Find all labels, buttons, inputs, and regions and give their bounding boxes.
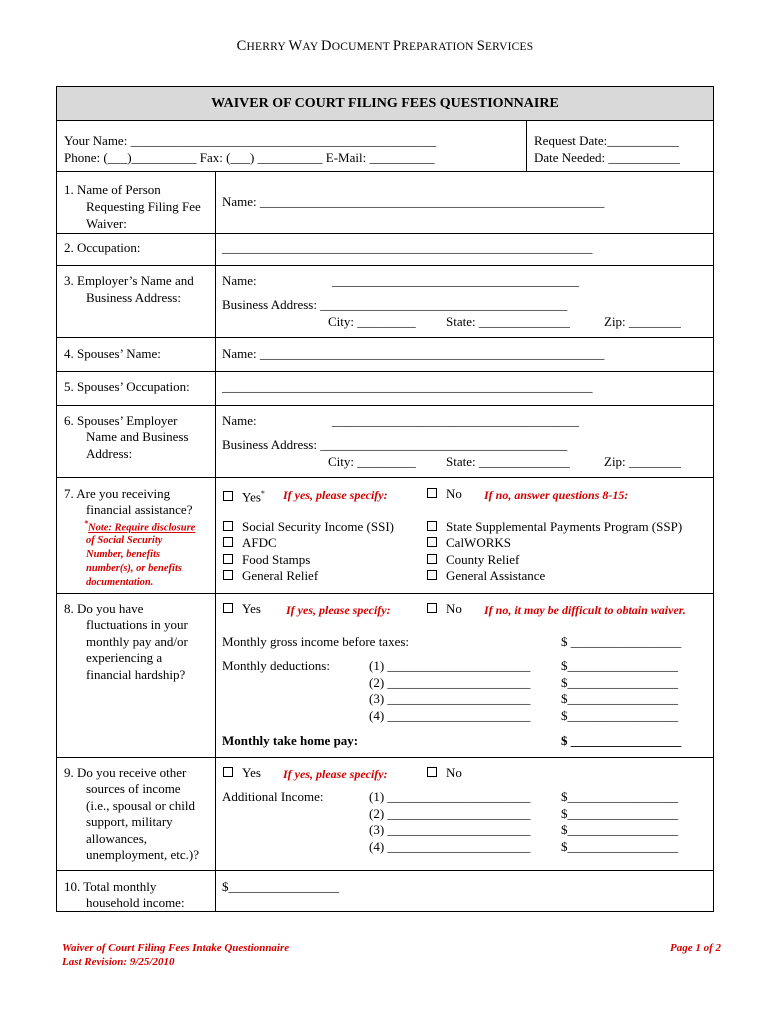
checkbox-label: Yes [242, 489, 261, 505]
q9-label: sources of income [86, 781, 181, 796]
q7-ssi-checkbox[interactable] [223, 519, 394, 535]
checkbox-label: County Relief [446, 552, 520, 567]
q6-city-field[interactable]: City: _________ [328, 454, 416, 469]
q1-name-field[interactable]: Name: _____________________________________________________ [222, 194, 605, 209]
q8-deduction-2[interactable]: (2) ______________________ [369, 675, 531, 690]
q6-zip-field[interactable]: Zip: ________ [604, 454, 681, 469]
date-needed-field[interactable]: Date Needed: ___________ [534, 150, 680, 165]
phone-fax-email-field[interactable]: Phone: (___)__________ Fax: (___) __________ E-Mail: __________ [64, 150, 435, 165]
q1-label: 1. Name of Person [64, 182, 161, 197]
q7-food-stamps-checkbox[interactable] [223, 552, 310, 568]
q10-total-income-field[interactable]: $_________________ [222, 879, 339, 894]
checkbox-label: General Relief [242, 568, 319, 583]
q4-spouse-name-field[interactable]: Name: _____________________________________________________ [222, 346, 605, 361]
checkbox-label: No [446, 601, 462, 616]
q9-label: 9. Do you receive other [64, 765, 187, 780]
header-text: HERRY [246, 41, 289, 53]
q9-income-2[interactable]: (2) ______________________ [369, 806, 531, 821]
header-text: S [476, 38, 485, 54]
q9-income-3[interactable]: (3) ______________________ [369, 822, 531, 837]
q3-label: Business Address: [86, 290, 181, 305]
request-date-field[interactable]: Request Date:___________ [534, 133, 679, 148]
header-text: P [392, 38, 402, 54]
q7-general-relief-checkbox[interactable] [223, 568, 318, 584]
q8-deduction-amount-4[interactable]: $_________________ [561, 708, 678, 723]
q8-no-checkbox[interactable] [427, 601, 462, 617]
form-title: WAIVER OF COURT FILING FEES QUESTIONNAIRE [57, 87, 713, 121]
q9-income-4[interactable]: (4) ______________________ [369, 839, 531, 854]
divider [57, 477, 713, 478]
q8-label: 8. Do you have [64, 601, 144, 616]
q7-general-assistance-checkbox[interactable] [427, 568, 545, 584]
checkbox-label: State Supplemental Payments Program (SSP) [446, 519, 683, 534]
checkbox-icon[interactable] [427, 488, 437, 498]
q3-name-label: Name: [222, 273, 257, 288]
checkbox-label: Yes [242, 765, 261, 780]
checkbox-icon[interactable] [427, 603, 437, 613]
note-text: Note: Require disclosure [88, 522, 196, 534]
yes-star: * [260, 489, 265, 498]
q8-deduction-1[interactable]: (1) ______________________ [369, 658, 531, 673]
checkbox-label: Food Stamps [242, 552, 311, 567]
q8-no-note: If no, it may be difficult to obtain waiver. [484, 603, 686, 617]
q7-label: financial assistance? [86, 502, 193, 517]
q3-state-field[interactable]: State: ______________ [446, 314, 570, 329]
q9-label: allowances, [86, 831, 148, 846]
q5-label: 5. Spouses’ Occupation: [64, 379, 190, 394]
q8-gross-amount[interactable]: $ _________________ [561, 634, 682, 649]
divider [57, 371, 713, 372]
checkbox-icon[interactable] [223, 767, 233, 777]
q9-income-amount-3[interactable]: $_________________ [561, 822, 678, 837]
q8-deduction-3[interactable]: (3) ______________________ [369, 691, 531, 706]
q2-label: 2. Occupation: [64, 240, 141, 255]
header-text: OCUMENT [331, 41, 393, 53]
q5-spouse-occupation-field[interactable]: _________________________________________________________ [222, 379, 593, 394]
q9-income-amount-2[interactable]: $_________________ [561, 806, 678, 821]
q9-label: (i.e., spousal or child [86, 798, 196, 813]
q8-label: monthly pay and/or [86, 634, 188, 649]
q6-name-label: Name: [222, 413, 257, 428]
q9-label: support, military [86, 814, 173, 829]
q6-state-field[interactable]: State: ______________ [446, 454, 570, 469]
divider [57, 233, 713, 234]
q9-yes-note: If yes, please specify: [283, 767, 388, 781]
header-text: AY [302, 41, 322, 53]
q10-label: 10. Total monthly [64, 879, 157, 894]
header-text: C [236, 38, 247, 54]
divider [57, 870, 713, 871]
q8-take-home-amount[interactable]: $ _________________ [561, 733, 682, 748]
q7-yes-note: If yes, please specify: [283, 488, 388, 502]
checkbox-label: AFDC [242, 535, 277, 550]
q3-name-field[interactable]: ______________________________________ [332, 273, 579, 288]
q6-label: Address: [86, 446, 133, 461]
q7-note: number(s), or benefits [86, 563, 182, 574]
q4-label: 4. Spouses’ Name: [64, 346, 161, 361]
divider [57, 593, 713, 594]
q3-city-field[interactable]: City: _________ [328, 314, 416, 329]
divider [57, 171, 713, 172]
checkbox-icon[interactable] [427, 554, 437, 564]
checkbox-icon[interactable] [223, 554, 233, 564]
q9-label: unemployment, etc.)? [86, 847, 199, 862]
header-text: REPARATION [401, 41, 477, 53]
q6-label: Name and Business [86, 429, 189, 444]
q7-calworks-checkbox[interactable] [427, 535, 511, 551]
q3-zip-field[interactable]: Zip: ________ [604, 314, 681, 329]
q7-afdc-checkbox[interactable] [223, 535, 277, 551]
footer-revision: Last Revision: 9/25/2010 [62, 956, 175, 968]
divider [57, 265, 713, 266]
q9-yes-checkbox[interactable] [223, 765, 261, 781]
q8-yes-note: If yes, please specify: [286, 603, 391, 617]
q10-label: household income: [86, 895, 185, 910]
q1-label: Requesting Filing Fee [86, 199, 201, 214]
q8-deductions-label: Monthly deductions: [222, 658, 330, 673]
q6-name-field[interactable]: ______________________________________ [332, 413, 579, 428]
checkbox-icon[interactable] [223, 570, 233, 580]
q7-note: documentation. [86, 577, 154, 588]
q9-income-1[interactable]: (1) ______________________ [369, 789, 531, 804]
checkbox-label: Social Security Income (SSI) [242, 519, 394, 534]
questionnaire-form [56, 86, 714, 912]
q9-income-amount-4[interactable]: $_________________ [561, 839, 678, 854]
q8-label: experiencing a [86, 650, 163, 665]
q7-note [84, 517, 195, 535]
q8-take-home-label: Monthly take home pay: [222, 733, 359, 748]
q8-gross-label: Monthly gross income before taxes: [222, 634, 410, 649]
q8-deduction-amount-2[interactable]: $_________________ [561, 675, 678, 690]
header-text: W [288, 38, 303, 54]
divider [57, 405, 713, 406]
checkbox-icon[interactable] [427, 767, 437, 777]
checkbox-label: General Assistance [446, 568, 546, 583]
header-text: D [321, 38, 332, 54]
checkbox-icon[interactable] [223, 537, 233, 547]
checkbox-label: No [446, 765, 462, 780]
checkbox-label: Yes [242, 601, 261, 616]
checkbox-icon[interactable] [223, 491, 233, 501]
q1-label: Waiver: [86, 216, 127, 231]
q7-label: 7. Are you receiving [64, 486, 171, 501]
q6-address-field[interactable]: Business Address: ______________________________________ [222, 437, 568, 452]
checkbox-icon[interactable] [223, 521, 233, 531]
q7-no-note: If no, answer questions 8-15: [484, 488, 629, 502]
q2-occupation-field[interactable]: _________________________________________________________ [222, 240, 593, 255]
q3-address-field[interactable]: Business Address: ______________________________________ [222, 297, 568, 312]
q8-deduction-amount-3[interactable]: $_________________ [561, 691, 678, 706]
checkbox-icon[interactable] [427, 537, 437, 547]
q9-no-checkbox[interactable] [427, 765, 462, 781]
q9-additional-label: Additional Income: [222, 789, 324, 804]
q7-ssp-checkbox[interactable] [427, 519, 682, 535]
q8-yes-checkbox[interactable] [223, 601, 261, 617]
divider [526, 121, 527, 171]
q8-label: fluctuations in your [86, 617, 188, 632]
q7-note: Number, benefits [86, 549, 161, 560]
footer-title: Waiver of Court Filing Fees Intake Questionnaire [62, 942, 290, 954]
q7-no-checkbox[interactable] [427, 486, 462, 502]
q6-label: 6. Spouses’ Employer [64, 413, 178, 428]
divider [57, 337, 713, 338]
checkbox-icon[interactable] [427, 570, 437, 580]
document-header [0, 38, 770, 55]
checkbox-label: CalWORKS [446, 535, 511, 550]
q7-county-relief-checkbox[interactable] [427, 552, 519, 568]
note-star: * [84, 519, 88, 528]
q8-deduction-4[interactable]: (4) ______________________ [369, 708, 531, 723]
divider [57, 757, 713, 758]
footer-page-number: Page 1 of 2 [670, 942, 722, 954]
q9-income-amount-1[interactable]: $_________________ [561, 789, 678, 804]
checkbox-icon[interactable] [427, 521, 437, 531]
header-text: ERVICES [484, 41, 534, 53]
column-divider [215, 171, 216, 911]
checkbox-label: No [446, 486, 462, 501]
q7-note: of Social Security [86, 535, 163, 546]
your-name-field[interactable]: Your Name: _______________________________________________ [64, 133, 437, 148]
q8-label: financial hardship? [86, 667, 186, 682]
q7-yes-checkbox[interactable] [223, 486, 265, 505]
q3-label: 3. Employer’s Name and [64, 273, 194, 288]
checkbox-icon[interactable] [223, 603, 233, 613]
q8-deduction-amount-1[interactable]: $_________________ [561, 658, 678, 673]
